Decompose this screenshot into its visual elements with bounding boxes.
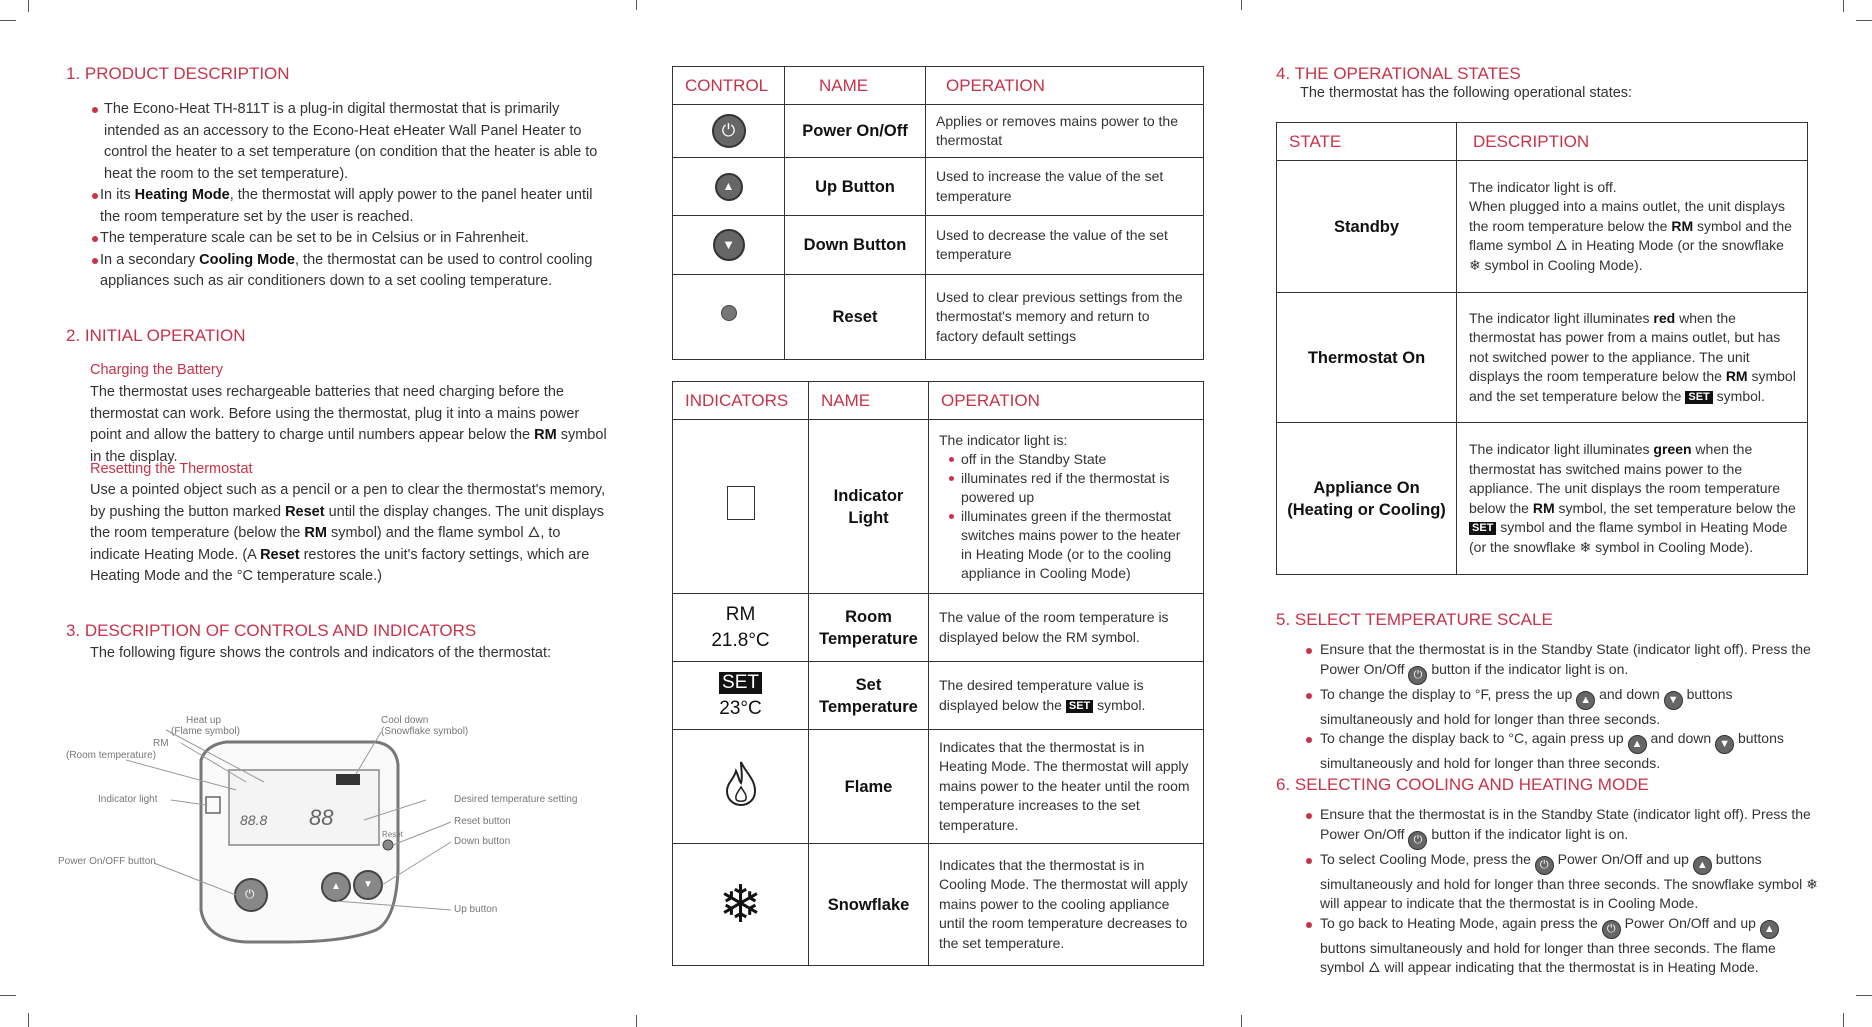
snowflake-icon: ❄ bbox=[1469, 256, 1481, 273]
set-symbol: SET bbox=[1685, 391, 1712, 404]
charging-subheading: Charging the Battery bbox=[90, 362, 223, 378]
col-header-operation: OPERATION bbox=[926, 67, 1204, 105]
bullet-text: The Econo-Heat TH-811T is a plug-in digital thermostat that is primarily intended as an accessory to the Econo-Heat eHeater Wall Panel Heater to control the heater to a set temperature (on condition that the heater is able to heat the room to the set temperature). bbox=[104, 101, 598, 182]
indicator-name: Set bbox=[855, 675, 882, 694]
list-item: illuminates green if the thermostat switches mains power to the heater in Heating Mode (or to the cooling appliance in Cooling Mode) bbox=[947, 507, 1193, 583]
snowflake-icon: ❄ bbox=[1806, 875, 1818, 892]
power-icon: ⏻ bbox=[1602, 920, 1621, 939]
text: when the thermostat has power from a mains outlet, but has not switched power to the appliance. The unit displays the room temperature below the bbox=[1469, 309, 1781, 385]
list-item: off in the Standby State bbox=[947, 450, 1193, 469]
power-button-glyph: ⏻ bbox=[245, 887, 255, 901]
text: Ensure that the thermostat is in the Standby State (indicator light off). Press the Power On/Off bbox=[1320, 641, 1811, 677]
section-1-heading: 1. PRODUCT DESCRIPTION bbox=[66, 64, 290, 83]
table-row bbox=[673, 216, 1204, 275]
label-up: Up button bbox=[454, 904, 498, 915]
control-operation: Used to decrease the value of the set temperature bbox=[926, 216, 1204, 275]
text: The indicator light illuminates bbox=[1469, 309, 1654, 326]
power-icon: ⏻ bbox=[1408, 666, 1427, 685]
label-cool-down: Cool down bbox=[381, 715, 429, 726]
thermostat-illustration bbox=[46, 710, 626, 950]
reset-tag: Reset bbox=[382, 830, 403, 839]
reset-dot-icon bbox=[721, 305, 737, 321]
text: Ensure that the thermostat is in the Standby State (indicator light off). Press the Power On/Off bbox=[1320, 806, 1811, 842]
table-row bbox=[1277, 423, 1808, 575]
text: until the display changes. The unit displays the room temperature (below the bbox=[90, 503, 605, 541]
power-icon: ⏻ bbox=[1408, 831, 1427, 850]
label-rm: RM bbox=[153, 738, 169, 749]
label-heat-up: Heat up bbox=[186, 715, 222, 726]
label-cool-down-sub: (Snowflake symbol) bbox=[381, 726, 469, 737]
thermostat-diagram bbox=[46, 710, 626, 950]
bullet-bold: Cooling Mode bbox=[199, 251, 295, 268]
bullet-text: , the thermostat can be used to control cooling appliances such as air conditioners down to a set cooling temperature. bbox=[100, 251, 593, 289]
up-arrow-icon: ▲ bbox=[1576, 691, 1595, 710]
indicator-intro: The indicator light is: bbox=[939, 431, 1068, 448]
down-arrow-icon: ▼ bbox=[713, 229, 745, 261]
display-left-digits: 88.8 bbox=[240, 812, 268, 828]
control-operation: Used to increase the value of the set temperature bbox=[926, 158, 1204, 216]
label-desired: Desired temperature setting bbox=[454, 794, 578, 805]
list-item bbox=[86, 228, 606, 250]
indicator-name: Temperature bbox=[819, 629, 918, 648]
text: Use a pointed object such as a pencil or a pen to clear the thermostat's memory, by pushing the button marked bbox=[90, 482, 606, 520]
indicator-states-list bbox=[939, 450, 1193, 583]
text: will appear indicating that the thermostat is in Heating Mode. bbox=[1380, 959, 1759, 975]
col-header-state: STATE bbox=[1277, 123, 1457, 161]
list-item bbox=[86, 99, 606, 185]
bold-text: Reset bbox=[260, 546, 300, 563]
indicator-name: Indicator bbox=[833, 486, 904, 505]
table-row bbox=[673, 594, 1204, 662]
list-item bbox=[86, 250, 606, 293]
section-3-heading: 3. DESCRIPTION OF CONTROLS AND INDICATORS bbox=[66, 621, 477, 640]
bold-text: red bbox=[1653, 309, 1676, 326]
text: The desired temperature value is displayed below the bbox=[939, 677, 1144, 713]
table-row bbox=[1277, 161, 1808, 293]
list-item bbox=[1300, 729, 1820, 774]
text: , to indicate Heating Mode. (A bbox=[90, 525, 561, 563]
col-header-name: NAME bbox=[809, 382, 929, 420]
text: To select Cooling Mode, press the bbox=[1320, 850, 1535, 867]
table-row bbox=[673, 420, 1204, 594]
up-arrow-icon: ▲ bbox=[715, 173, 743, 201]
crop-mark bbox=[1856, 995, 1872, 996]
list-item bbox=[1300, 640, 1820, 685]
mode-selection-list bbox=[1300, 805, 1820, 978]
text: symbol) and the flame symbol bbox=[326, 525, 528, 541]
bold-text: RM bbox=[1671, 217, 1694, 234]
text: restores the unit's factory settings, which are Heating Mode and the °C temperature scale.) bbox=[90, 546, 590, 584]
label-down: Down button bbox=[454, 836, 511, 847]
display-right-digits: 88 bbox=[309, 805, 334, 830]
bold-text: RM bbox=[534, 427, 557, 443]
text: buttons simultaneously and hold for longer than three seconds. The snowflake symbol bbox=[1320, 850, 1807, 892]
up-arrow-icon: ▲ bbox=[1628, 735, 1647, 754]
up-button-glyph: ▲ bbox=[331, 881, 341, 892]
text: button if the indicator light is on. bbox=[1427, 660, 1629, 677]
text: will appear to indicate that the thermostat is in Cooling Mode. bbox=[1320, 895, 1699, 911]
flame-icon: 🜂 bbox=[527, 525, 541, 541]
control-name: Down Button bbox=[785, 216, 926, 275]
list-item bbox=[86, 185, 606, 228]
bold-text: Reset bbox=[285, 503, 325, 520]
label-reset: Reset button bbox=[454, 816, 511, 827]
text: symbol. bbox=[1093, 696, 1146, 713]
text: symbol in Cooling Mode). bbox=[1591, 538, 1754, 555]
text: When plugged into a mains outlet, the unit displays the room temperature below the bbox=[1469, 198, 1785, 234]
label-rm-sub: (Room temperature) bbox=[66, 750, 157, 761]
text: To go back to Heating Mode, again press the bbox=[1320, 914, 1602, 931]
label-heat-up-sub: (Flame symbol) bbox=[171, 726, 240, 737]
flame-icon: 🜂 bbox=[1368, 959, 1381, 975]
bullet-text: In its bbox=[100, 187, 135, 203]
down-arrow-icon: ▼ bbox=[1664, 691, 1683, 710]
state-name: Thermostat On bbox=[1277, 293, 1457, 423]
text: button if the indicator light is on. bbox=[1427, 825, 1629, 842]
col-header-description: DESCRIPTION bbox=[1457, 123, 1808, 161]
control-operation: Applies or removes mains power to the thermostat bbox=[926, 105, 1204, 158]
state-name: (Heating or Cooling) bbox=[1287, 500, 1446, 519]
crop-mark bbox=[28, 1013, 29, 1027]
text: when the thermostat has switched mains power to the appliance. The unit displays the room temperature below the bbox=[1469, 441, 1781, 516]
up-arrow-icon: ▲ bbox=[1760, 920, 1779, 939]
resetting-subheading: Resetting the Thermostat bbox=[90, 461, 253, 477]
rm-symbol: RM bbox=[725, 603, 756, 625]
text: To change the display to °F, press the up bbox=[1320, 685, 1577, 702]
table-row bbox=[1277, 293, 1808, 423]
crop-mark bbox=[1843, 0, 1844, 12]
text: and down bbox=[1646, 730, 1716, 746]
fold-mark bbox=[636, 0, 637, 10]
room-temp-value: 21.8°C bbox=[711, 629, 770, 651]
set-symbol: SET bbox=[719, 672, 762, 694]
text: symbol and the flame symbol in Heating Mode (or the snowflake bbox=[1469, 519, 1788, 555]
bold-text: RM bbox=[1532, 499, 1555, 516]
crop-mark bbox=[0, 20, 16, 21]
snowflake-icon: ❄ bbox=[718, 875, 763, 934]
text: The thermostat uses rechargeable batteries that need charging before the thermostat can work. Before using the thermostat, plug it into a mains power point and allow the battery to charge until numbers appear below the bbox=[90, 384, 580, 443]
text: in Heating Mode (or the snowflake bbox=[1567, 237, 1784, 254]
set-symbol: SET bbox=[1066, 700, 1093, 713]
section-6-heading: 6. SELECTING COOLING AND HEATING MODE bbox=[1276, 775, 1649, 794]
bullet-text: , the thermostat will apply power to the panel heater until the room temperature set by the user is reached. bbox=[100, 187, 593, 225]
indicator-light-icon bbox=[727, 486, 755, 520]
text: The indicator light is off. bbox=[1469, 178, 1617, 195]
indicator-operation: Indicates that the thermostat is in Cooling Mode. The thermostat will apply mains power to the cooling appliance until the room temperature decreases to the set temperature. bbox=[929, 844, 1204, 966]
text: symbol in Cooling Mode). bbox=[1480, 256, 1643, 273]
bold-text: green bbox=[1653, 441, 1692, 457]
resetting-paragraph bbox=[90, 480, 610, 588]
crop-mark bbox=[1856, 20, 1872, 21]
power-icon: ⏻ bbox=[712, 114, 746, 148]
table-row bbox=[673, 844, 1204, 966]
indicator-name: Flame bbox=[809, 730, 929, 844]
crop-mark bbox=[1843, 1013, 1844, 1027]
control-name: Reset bbox=[785, 275, 926, 360]
text: symbol. bbox=[1712, 387, 1765, 404]
label-power: Power On/OFF button bbox=[58, 856, 156, 867]
bold-text: RM bbox=[1725, 368, 1748, 385]
text: symbol in the display. bbox=[90, 427, 607, 465]
text: and down bbox=[1595, 685, 1664, 702]
label-indicator: Indicator light bbox=[98, 794, 158, 805]
indicator-name: Room bbox=[845, 607, 892, 626]
section-3-intro: The following figure shows the controls and indicators of the thermostat: bbox=[90, 645, 552, 661]
list-item bbox=[1300, 685, 1820, 730]
set-temp-value: 23°C bbox=[719, 697, 762, 719]
section-4-intro: The thermostat has the following operational states: bbox=[1300, 85, 1633, 101]
flame-icon: 🜂 bbox=[1555, 237, 1568, 254]
text: Power On/Off and up bbox=[1620, 914, 1760, 931]
crop-mark bbox=[28, 0, 29, 12]
indicator-name: Temperature bbox=[819, 697, 918, 716]
table-row bbox=[673, 730, 1204, 844]
text: The indicator light illuminates bbox=[1469, 441, 1654, 457]
power-icon: ⏻ bbox=[1535, 856, 1554, 875]
list-item: illuminates red if the thermostat is powered up bbox=[947, 469, 1193, 507]
list-item bbox=[1300, 914, 1820, 978]
bullet-text: In a secondary bbox=[100, 251, 200, 268]
control-operation: Used to clear previous settings from the thermostat's memory and return to factory default settings bbox=[926, 275, 1204, 360]
list-item bbox=[1300, 850, 1820, 914]
indicator-operation: Indicates that the thermostat is in Heating Mode. The thermostat will apply mains power to the heater until the room temperature increases to the set temperature. bbox=[929, 730, 1204, 844]
col-header-name: NAME bbox=[785, 67, 926, 105]
flame-icon bbox=[724, 759, 758, 807]
state-name: Standby bbox=[1277, 161, 1457, 293]
text: symbol and the flame symbol bbox=[1469, 217, 1792, 254]
controls-table bbox=[672, 66, 1204, 360]
text: buttons simultaneously and hold for longer than three seconds. The flame symbol bbox=[1320, 939, 1776, 975]
down-arrow-icon: ▼ bbox=[1715, 735, 1734, 754]
col-header-operation: OPERATION bbox=[929, 382, 1204, 420]
col-header-control: CONTROL bbox=[673, 67, 785, 105]
indicator-name: Light bbox=[848, 508, 889, 527]
text: To change the display back to °C, again press up bbox=[1320, 730, 1628, 746]
table-row bbox=[673, 105, 1204, 158]
text: buttons simultaneously and hold for longer than three seconds. bbox=[1320, 685, 1733, 727]
col-header-indicators: INDICATORS bbox=[673, 382, 809, 420]
states-table bbox=[1276, 122, 1808, 575]
up-arrow-icon: ▲ bbox=[1693, 856, 1712, 875]
bold-text: RM bbox=[304, 525, 327, 541]
list-item bbox=[1300, 805, 1820, 850]
control-name: Up Button bbox=[785, 158, 926, 216]
fold-mark bbox=[636, 1015, 637, 1027]
fold-mark bbox=[1241, 1015, 1242, 1027]
section-5-heading: 5. SELECT TEMPERATURE SCALE bbox=[1276, 610, 1553, 629]
charging-paragraph bbox=[90, 382, 610, 468]
product-description-list bbox=[86, 99, 606, 293]
text: Power On/Off and up bbox=[1553, 850, 1693, 867]
control-name: Power On/Off bbox=[785, 105, 926, 158]
crop-mark bbox=[0, 995, 16, 996]
table-row bbox=[673, 662, 1204, 730]
table-row bbox=[673, 158, 1204, 216]
indicator-operation: The value of the room temperature is displayed below the RM symbol. bbox=[929, 594, 1204, 662]
text: symbol, the set temperature below the bbox=[1554, 499, 1796, 516]
text: symbol and the set temperature below the bbox=[1469, 368, 1796, 404]
bullet-text: The temperature scale can be set to be in Celsius or in Fahrenheit. bbox=[100, 230, 529, 246]
text: buttons simultaneously and hold for longer than three seconds. bbox=[1320, 730, 1784, 771]
section-2-heading: 2. INITIAL OPERATION bbox=[66, 326, 246, 345]
set-symbol: SET bbox=[1469, 522, 1496, 535]
fold-mark bbox=[1241, 0, 1242, 10]
snowflake-icon: ❄ bbox=[1579, 538, 1592, 555]
section-4-heading: 4. THE OPERATIONAL STATES bbox=[1276, 64, 1521, 83]
down-button-glyph: ▼ bbox=[363, 879, 373, 890]
bullet-bold: Heating Mode bbox=[134, 187, 230, 203]
temperature-scale-list bbox=[1300, 640, 1820, 774]
indicators-table bbox=[672, 381, 1204, 966]
state-name: Appliance On bbox=[1313, 478, 1420, 497]
table-row bbox=[673, 275, 1204, 360]
indicator-name: Snowflake bbox=[809, 844, 929, 966]
